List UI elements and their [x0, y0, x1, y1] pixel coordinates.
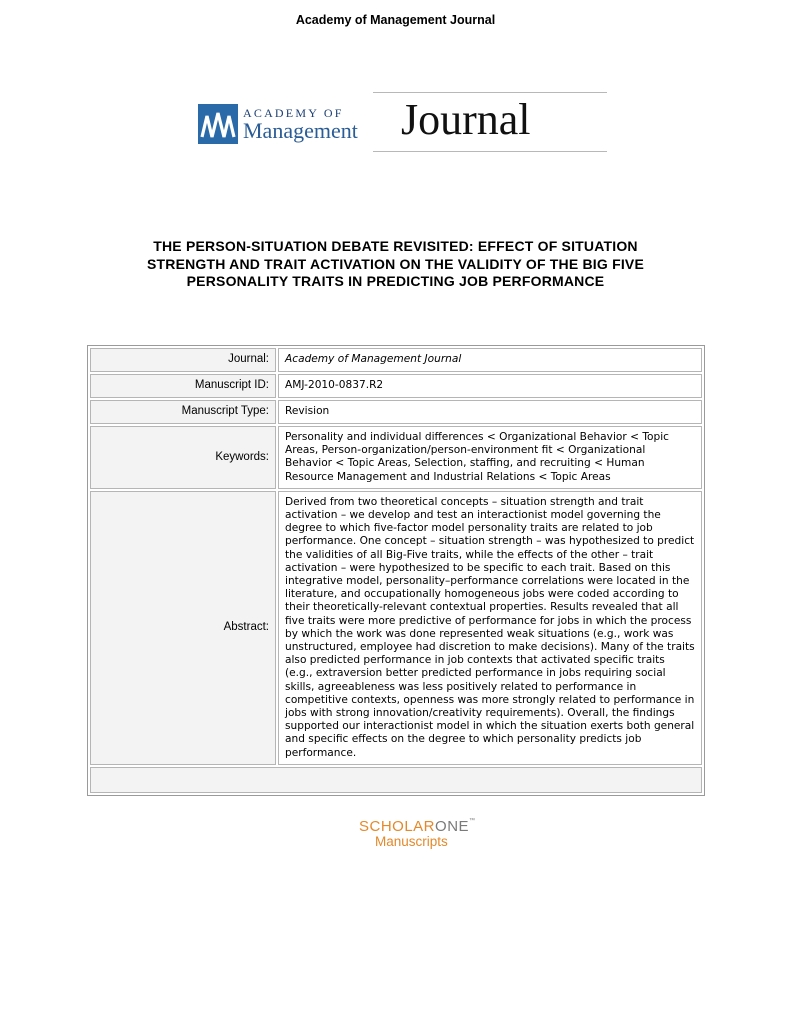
paper-title: THE PERSON-SITUATION DEBATE REVISITED: EFFECT OF SITUATION STRENGTH AND TRAIT ACTIVATION ON THE VALIDITY OF THE BIG FIVE PERSONALITY TRAITS IN PREDICTING JOB PERFORMANCE	[146, 238, 644, 289]
abstract-label: Abstract:	[90, 491, 276, 765]
manuscript-type-row	[90, 400, 702, 424]
scholarone-manuscripts-logo	[359, 818, 479, 854]
aom-logo-top-text: ACADEMY OF	[243, 106, 344, 120]
aom-mountain-logo-icon	[198, 104, 238, 144]
abstract-row	[90, 491, 702, 765]
journal-masthead	[198, 92, 608, 154]
empty-cell	[90, 767, 702, 793]
manuscript-id-row	[90, 374, 702, 398]
manuscript-id-value: AMJ-2010-0837.R2	[278, 374, 702, 398]
manuscript-type-label: Manuscript Type:	[90, 400, 276, 424]
running-header: Academy of Management Journal	[295, 13, 496, 27]
academy-of-management-logo	[198, 104, 368, 148]
aom-logo-bottom-text: Management	[243, 118, 358, 143]
manuscript-type-value: Revision	[278, 400, 702, 424]
scholarone-scholar-text: SCHOLAR	[359, 818, 436, 835]
manuscript-id-label: Manuscript ID:	[90, 374, 276, 398]
abstract-value: Derived from two theoretical concepts – situation strength and trait activation – we develop and test an interactionist model governing the degree to which five-factor model personality traits are related to job performance. One concept – situation strength – was hypothesized to predict the validities of all Big-Five traits, while the effects of the other – trait activation – were hypothesized to be specific to each trait. Based on this integrative model, personality–performance correlations were located in the literature, and occupationally homogeneous jobs were coded according to their theoretically-relevant contextual properties. Results revealed that all five traits were more predictive of performance for jobs in which the process by which the work was done represented weak situations (e.g., work was unstructured, employee had discretion to make decisions). Many of the traits also predicted performance in job contexts that activated specific traits (e.g., extraversion better predicted performance in jobs requiring social skills, agreeableness was less positively related to performance in competitive contexts, openness was more strongly related to performance in jobs with strong innovation/creativity requirements). Overall, the findings supported our interactionist model in which the situation exerts both general and specific effects on the degree to which personality predicts job performance.	[278, 491, 702, 765]
scholarone-wordmark	[359, 818, 479, 835]
trademark-symbol: ™	[469, 818, 476, 824]
journal-word: Journal	[401, 95, 531, 144]
manuscript-info-table	[87, 345, 705, 796]
journal-row	[90, 348, 702, 372]
scholarone-one-text: ONE	[435, 818, 470, 835]
journal-label: Journal:	[90, 348, 276, 372]
keywords-label: Keywords:	[90, 426, 276, 489]
scholarone-manuscripts-text: Manuscripts	[375, 834, 448, 849]
journal-wordmark	[373, 92, 607, 152]
journal-value: Academy of Management Journal	[278, 348, 702, 372]
keywords-value: Personality and individual differences < Organizational Behavior < Topic Areas, Person-organization/person-environment fit < Organizational Behavior < Topic Areas, Selection, staffing, and recruiting < Human Resource Management and Industrial Relations < Topic Areas	[278, 426, 702, 489]
empty-row	[90, 767, 702, 793]
keywords-row	[90, 426, 702, 489]
